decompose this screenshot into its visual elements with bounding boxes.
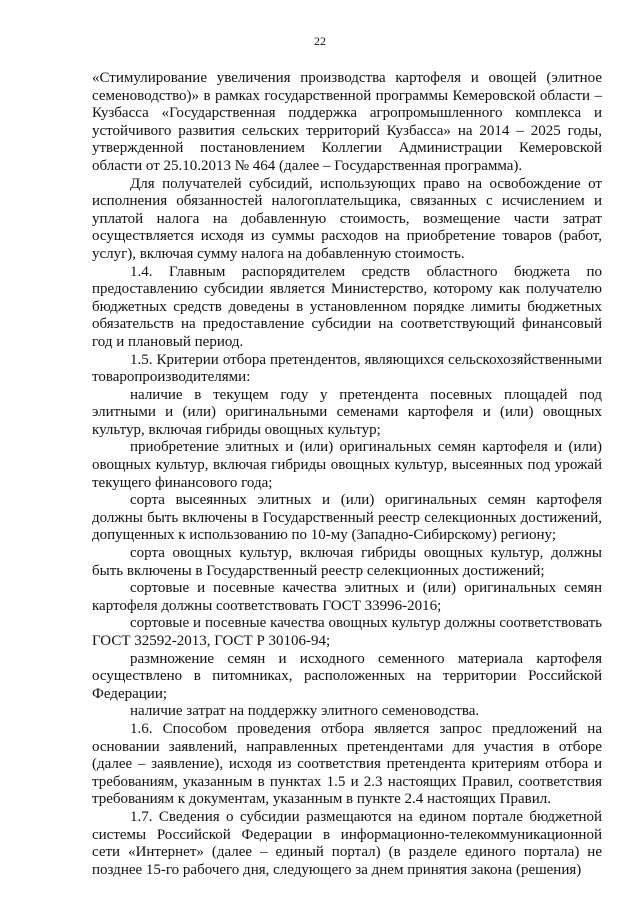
paragraph-program-reference: «Стимулирование увеличения производства картофеля и овощей (элитное семеноводство)» в рамках государственной программы Кемеровской области – Кузбасса «Государственная поддержка агропромышленного комплекса и устойчивого развития сельских территорий Кузбасса» на 2014 – 2025 годы, утвержденной постановлением Коллегии Администрации Кемеровской области от 25.10.2013 № 464 (далее – Государственная программа). — [92, 70, 602, 174]
criterion-vegetable-varieties: сорта овощных культур, включая гибриды овощных культур, должны быть включены в Государственный реестр селекционных достижений; — [92, 545, 602, 579]
criterion-vegetable-gost: сортовые и посевные качества овощных культур должны соответствовать ГОСТ 32592-2013, ГОСТ Р 30106-94; — [92, 615, 602, 649]
paragraph-1-7: 1.7. Сведения о субсидии размещаются на едином портале бюджетной системы Российской Федерации в информационно-телекоммуникационной сети «Интернет» (далее – единый портал) (в разделе единого портала) не позднее 15-го рабочего дня, следующего за днем принятия закона (решения) — [92, 808, 602, 878]
criterion-potato-varieties: сорта высеянных элитных и (или) оригинальных семян картофеля должны быть включены в Государственный реестр селекционных достижений, допущенных к использованию по 10-му (Западно-Сибирскому) региону; — [92, 492, 602, 544]
page-number: 22 — [314, 34, 326, 48]
paragraph-1-4: 1.4. Главным распорядителем средств областного бюджета по предоставлению субсидии является Министерство, которому как получателю бюджетных средств доведены в установленном порядке лимиты бюджетных обязательств на предоставление субсидии на соответствующий финансовый год и плановый период. — [92, 263, 602, 350]
document-body — [92, 70, 602, 879]
paragraph-1-6: 1.6. Способом проведения отбора является запрос предложений на основании заявлений, направленных претендентами для участия в отборе (далее – заявление), исходя из соответствия претендента критериям отбора и требованиям, указанным в пунктах 1.5 и 2.3 настоящих Правил, соответствия требованиям к документам, указанным в пункте 2.4 настоящих Правил. — [92, 720, 602, 808]
criterion-sown-areas: наличие в текущем году у претендента посевных площадей под элитными и (или) оригинальными семенами картофеля и (или) овощных культур, включая гибриды овощных культур; — [92, 386, 602, 438]
paragraph-vat-exemption: Для получателей субсидий, использующих право на освобождение от исполнения обязанностей налогоплательщика, связанных с исчислением и уплатой налога на добавленную стоимость, возмещение части затрат осуществляется исходя из суммы расходов на приобретение товаров (работ, услуг), включая сумму налога на добавленную стоимость. — [92, 175, 602, 262]
criterion-costs: наличие затрат на поддержку элитного семеноводства. — [130, 703, 480, 720]
paragraph-1-5: 1.5. Критерии отбора претендентов, являющихся сельскохозяйственными товаропроизводителями: — [92, 351, 602, 386]
criterion-potato-gost: сортовые и посевные качества элитных и (или) оригинальных семян картофеля должны соответствовать ГОСТ 33996-2016; — [92, 580, 602, 614]
criterion-nurseries: размножение семян и исходного семенного материала картофеля осуществлено в питомниках, расположенных на территории Российской Федерации; — [92, 650, 602, 702]
criterion-seed-purchase: приобретение элитных и (или) оригинальных семян картофеля и (или) овощных культур, включая гибриды овощных культур, высеянных под урожай текущего финансового года; — [92, 439, 602, 491]
